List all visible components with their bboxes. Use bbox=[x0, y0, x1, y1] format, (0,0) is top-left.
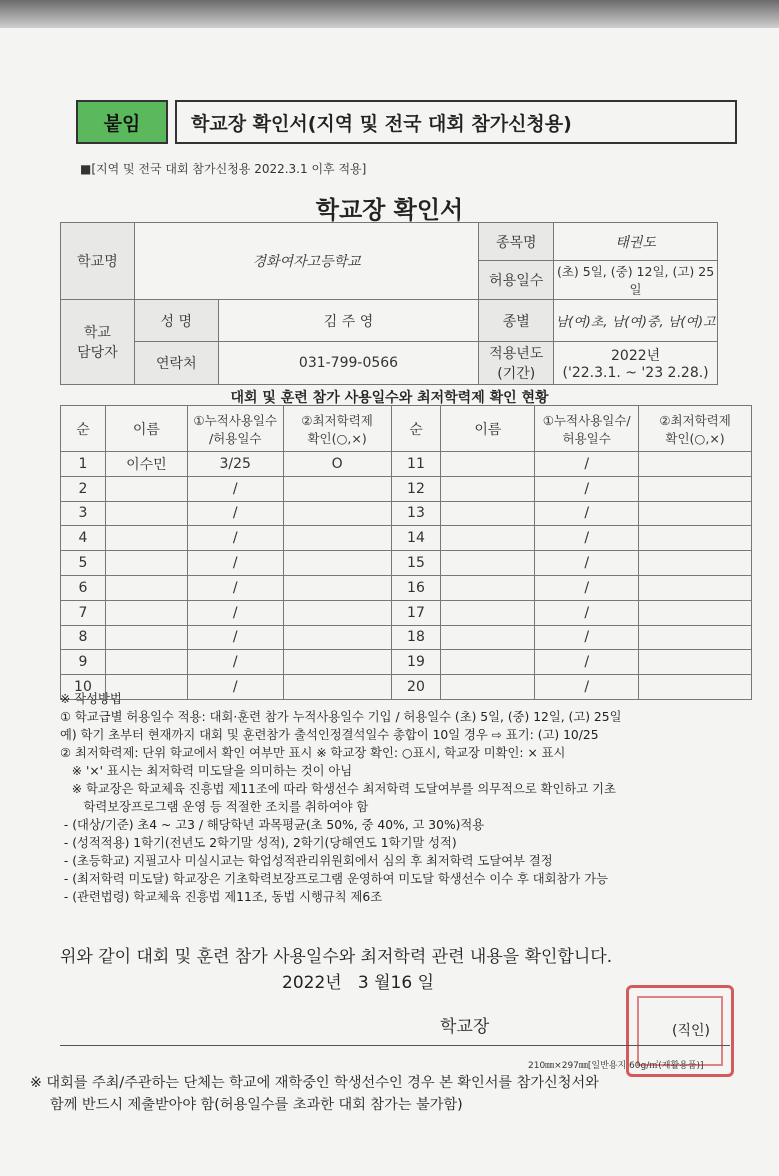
row-name bbox=[105, 551, 187, 576]
row-number-right: 19 bbox=[391, 650, 441, 675]
row-min-check bbox=[283, 501, 391, 526]
divider bbox=[60, 1045, 730, 1046]
row-name bbox=[105, 501, 187, 526]
bottom-note-line1: ※ 대회를 주최/주관하는 단체는 학교에 재학중인 학생선수인 경우 본 확인서를 참가신청서와 bbox=[30, 1075, 599, 1091]
row-number: 9 bbox=[61, 650, 106, 675]
confirm-text: 위와 같이 대회 및 훈련 참가 사용일수와 최저학력 관련 내용을 확인합니다. bbox=[60, 947, 613, 967]
row-number-right: 17 bbox=[391, 600, 441, 625]
row-number: 1 bbox=[61, 452, 106, 477]
row-min-check bbox=[283, 476, 391, 501]
row-number: 6 bbox=[61, 575, 106, 600]
note-line: - (관련법령) 학교체육 진흥법 제11조, 동법 시행규칙 제6조 bbox=[60, 890, 383, 904]
info-table bbox=[60, 222, 718, 385]
table-row bbox=[61, 650, 752, 675]
row-name bbox=[105, 625, 187, 650]
row-min-check-right bbox=[639, 526, 752, 551]
row-number: 10 bbox=[61, 675, 106, 700]
stats-title: 대회 및 훈련 참가 사용일수와 최저학력제 확인 현황 bbox=[230, 390, 549, 406]
row-used-days: / bbox=[187, 600, 283, 625]
bottom-note bbox=[30, 1072, 750, 1116]
row-used-days: / bbox=[187, 551, 283, 576]
table-row bbox=[61, 526, 752, 551]
row-min-check-right bbox=[639, 476, 752, 501]
note-line: - (대상/기준) 초4 ~ 고3 / 해당학년 과목평균(초 50%, 중 40%, 고 30%)적용 bbox=[60, 818, 485, 832]
col-used-header bbox=[187, 406, 283, 452]
row-name-right bbox=[441, 575, 535, 600]
row-min-check bbox=[283, 526, 391, 551]
row-name bbox=[105, 575, 187, 600]
school-label: 학교명 bbox=[61, 223, 135, 300]
row-min-check-right bbox=[639, 625, 752, 650]
principal-label: 학교장 bbox=[440, 1017, 490, 1037]
note-line: 학력보장프로그램 운영 등 적절한 조치를 취하여야 함 bbox=[60, 800, 369, 814]
table-row bbox=[61, 501, 752, 526]
note-line: ※ 학교장은 학교체육 진흥법 제11조에 따라 학생선수 최저학력 도달여부를 의무적으로 확인하고 기초 bbox=[60, 782, 616, 796]
col-no-header-right: 순 bbox=[391, 406, 441, 452]
row-used-days: / bbox=[187, 575, 283, 600]
row-min-check-right bbox=[639, 650, 752, 675]
row-used-days-right: / bbox=[535, 675, 639, 700]
note-line: - (초등학교) 지필고사 미실시교는 학업성적관리위원회에서 심의 후 최저학력 도달여부 결정 bbox=[60, 854, 553, 868]
stats-table bbox=[60, 405, 752, 700]
row-min-check bbox=[283, 575, 391, 600]
row-number: 3 bbox=[61, 501, 106, 526]
row-min-check bbox=[283, 625, 391, 650]
row-used-days: / bbox=[187, 501, 283, 526]
note-line: - (성적적용) 1학기(전년도 2학기말 성적), 2학기(당해연도 1학기말 성적) bbox=[60, 836, 457, 850]
document-title: 학교장 확인서 bbox=[315, 196, 464, 224]
gender-label: 종별 bbox=[479, 300, 554, 342]
row-number: 4 bbox=[61, 526, 106, 551]
row-used-days-right: / bbox=[535, 452, 639, 477]
paper-size-note: 210㎜×297㎜[일반용지 60g/㎡(재활용품)] bbox=[528, 1061, 704, 1071]
row-number-right: 16 bbox=[391, 575, 441, 600]
row-name-right bbox=[441, 452, 535, 477]
allow-value: (초) 5일, (중) 12일, (고) 25일 bbox=[554, 261, 718, 300]
col-used-line1: ①누적사용일수 bbox=[193, 412, 278, 428]
row-used-days: / bbox=[187, 526, 283, 551]
name-value: 김 주 영 bbox=[218, 300, 479, 342]
row-number: 2 bbox=[61, 476, 106, 501]
row-number-right: 12 bbox=[391, 476, 441, 501]
col-min-header-right bbox=[639, 406, 752, 452]
row-used-days-right: / bbox=[535, 650, 639, 675]
phone-value: 031-799-0566 bbox=[218, 342, 479, 385]
col-name-header: 이름 bbox=[105, 406, 187, 452]
year-label-line1: 적용년도 bbox=[489, 346, 544, 362]
row-min-check bbox=[283, 600, 391, 625]
issue-date: 2022년 3 월16 일 bbox=[282, 973, 434, 993]
year-label bbox=[479, 342, 554, 385]
row-min-check-right bbox=[639, 600, 752, 625]
row-used-days-right: / bbox=[535, 476, 639, 501]
note-line: - (최저학력 미도달) 학교장은 기초학력보장프로그램 운영하여 미도달 학생선수 이수 후 대회참가 가능 bbox=[60, 872, 608, 886]
row-number-right: 13 bbox=[391, 501, 441, 526]
note-line: 예) 학기 초부터 현재까지 대회 및 훈련참가 출석인정결석일수 총합이 10일 경우 ⇨ 표기: (고) 10/25 bbox=[60, 728, 599, 742]
note-line: ※ '×' 표시는 최저학력 미도달을 의미하는 것이 아님 bbox=[60, 764, 353, 778]
table-row bbox=[61, 551, 752, 576]
row-number-right: 11 bbox=[391, 452, 441, 477]
row-number: 7 bbox=[61, 600, 106, 625]
name-label: 성 명 bbox=[134, 300, 218, 342]
row-min-check bbox=[283, 551, 391, 576]
row-number-right: 14 bbox=[391, 526, 441, 551]
col-min-line1: ②최저학력제 bbox=[301, 412, 373, 428]
table-row bbox=[61, 600, 752, 625]
year-label-line2: (기간) bbox=[497, 366, 536, 382]
row-name bbox=[105, 600, 187, 625]
row-name bbox=[105, 526, 187, 551]
header-title-box: 학교장 확인서(지역 및 전국 대회 참가신청용) bbox=[175, 100, 737, 144]
seal-label: (직인) bbox=[672, 1023, 710, 1039]
row-name bbox=[105, 476, 187, 501]
row-used-days-right: / bbox=[535, 625, 639, 650]
row-number-right: 20 bbox=[391, 675, 441, 700]
row-used-days: / bbox=[187, 476, 283, 501]
col-min-line1-right: ②최저학력제 bbox=[659, 412, 731, 428]
table-row bbox=[61, 476, 752, 501]
row-name-right bbox=[441, 501, 535, 526]
row-used-days: / bbox=[187, 650, 283, 675]
row-used-days-right: / bbox=[535, 575, 639, 600]
row-used-days: / bbox=[187, 675, 283, 700]
row-used-days: 3/25 bbox=[187, 452, 283, 477]
row-name-right bbox=[441, 476, 535, 501]
row-min-check-right bbox=[639, 501, 752, 526]
contact-label-line2: 담당자 bbox=[77, 345, 118, 361]
col-min-header bbox=[283, 406, 391, 452]
col-used-line2-right: 허용일수 bbox=[562, 430, 611, 446]
note-line: ※ 작성방법 bbox=[60, 692, 122, 706]
row-name bbox=[105, 650, 187, 675]
attachment-badge: 붙임 bbox=[76, 100, 168, 144]
row-used-days-right: / bbox=[535, 600, 639, 625]
row-name-right bbox=[441, 526, 535, 551]
row-used-days-right: / bbox=[535, 501, 639, 526]
col-used-header-right bbox=[535, 406, 639, 452]
row-name-right bbox=[441, 650, 535, 675]
col-min-line2-right: 확인(○,×) bbox=[665, 430, 725, 446]
row-min-check-right bbox=[639, 551, 752, 576]
event-label: 종목명 bbox=[479, 223, 554, 261]
row-number: 8 bbox=[61, 625, 106, 650]
note-line: ① 학교급별 허용일수 적용: 대회·훈련 참가 누적사용일수 기입 / 허용일수 (초) 5일, (중) 12일, (고) 25일 bbox=[60, 710, 622, 724]
row-number: 5 bbox=[61, 551, 106, 576]
period-value: ('22.3.1. ~ '23 2.28.) bbox=[562, 365, 709, 381]
row-name-right bbox=[441, 551, 535, 576]
table-row bbox=[61, 452, 752, 477]
contact-label bbox=[61, 300, 135, 385]
row-name-right bbox=[441, 600, 535, 625]
year-cell bbox=[554, 342, 718, 385]
row-used-days-right: / bbox=[535, 551, 639, 576]
col-min-line2: 확인(○,×) bbox=[307, 430, 367, 446]
phone-label: 연락처 bbox=[134, 342, 218, 385]
col-used-line1-right: ①누적사용일수/ bbox=[542, 412, 631, 428]
row-used-days-right: / bbox=[535, 526, 639, 551]
gender-value: 남(여)초, 남(여)중, 남(여)고 bbox=[554, 300, 718, 342]
allow-label: 허용일수 bbox=[479, 261, 554, 300]
row-number-right: 18 bbox=[391, 625, 441, 650]
bottom-note-line2: 함께 반드시 제출받아야 함(허용일수를 초과한 대회 참가는 불가함) bbox=[50, 1097, 463, 1113]
row-min-check-right bbox=[639, 575, 752, 600]
row-used-days: / bbox=[187, 625, 283, 650]
row-min-check: O bbox=[283, 452, 391, 477]
col-used-line2: /허용일수 bbox=[208, 430, 262, 446]
col-no-header: 순 bbox=[61, 406, 106, 452]
writing-guide bbox=[60, 690, 750, 906]
row-min-check-right bbox=[639, 452, 752, 477]
apply-note: ■[지역 및 전국 대회 참가신청용 2022.3.1 이후 적용] bbox=[80, 162, 367, 176]
event-value: 태권도 bbox=[554, 223, 718, 261]
year-value: 2022년 bbox=[611, 348, 661, 364]
row-min-check bbox=[283, 650, 391, 675]
row-name: 이수민 bbox=[105, 452, 187, 477]
col-name-header-right: 이름 bbox=[441, 406, 535, 452]
row-number-right: 15 bbox=[391, 551, 441, 576]
school-value: 경화여자고등학교 bbox=[134, 223, 478, 300]
row-name-right bbox=[441, 625, 535, 650]
background-strip bbox=[0, 0, 779, 28]
table-row bbox=[61, 575, 752, 600]
table-row bbox=[61, 625, 752, 650]
contact-label-line1: 학교 bbox=[83, 325, 111, 341]
note-line: ② 최저학력제: 단위 학교에서 확인 여부만 표시 ※ 학교장 확인: ○표시, 학교장 미확인: × 표시 bbox=[60, 746, 566, 760]
